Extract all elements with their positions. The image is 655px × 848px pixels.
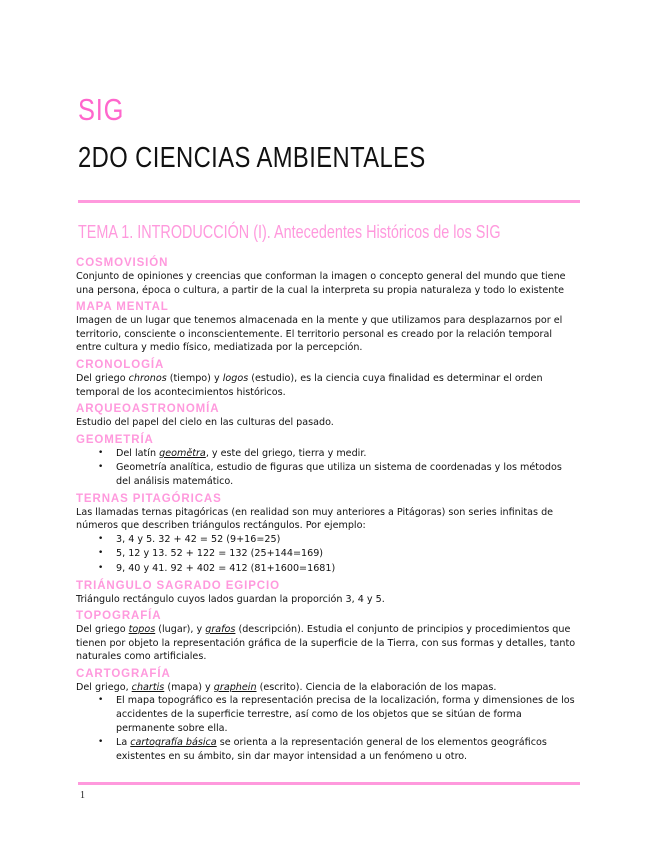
paragraph-arqueoastronomia: Estudio del papel del cielo en las culturas del pasado. — [76, 417, 334, 429]
term-logos: logos — [222, 372, 249, 384]
document-title: SIG — [78, 92, 125, 127]
footer-divider — [78, 782, 580, 785]
heading-topografia: TOPOGRAFÍA — [76, 610, 162, 623]
heading-arqueoastronomia: ARQUEOASTRONOMÍA — [76, 403, 220, 416]
document-body — [76, 256, 576, 766]
text-run: Del griego — [76, 624, 129, 636]
text-run: (descripción). Estudia el conjunto de principios y procedimientos que tienen por objeto la representación gráfica de la superficie de la Tierra, con sus formas y detalles, tanto naturales como artificiales. — [76, 624, 576, 663]
text-run: (tiempo) y — [166, 372, 223, 384]
list-item: • 9, 40 y 41. 92 + 402 = 412 (81+1600=1681) — [116, 562, 576, 576]
text-run: (escrito). Ciencia de la elaboración de los mapas. — [256, 681, 497, 693]
text-run: (lugar), y — [155, 624, 206, 636]
text-run: Del griego, — [76, 681, 132, 693]
heading-triangulo: TRIÁNGULO SAGRADO EGIPCIO — [76, 579, 280, 592]
list-cartografia — [76, 694, 576, 763]
heading-mapa-mental: MAPA MENTAL — [76, 301, 169, 314]
heading-geometria: GEOMETRÍA — [76, 433, 154, 446]
paragraph-triangulo: Triángulo rectángulo cuyos lados guardan la proporción 3, 4 y 5. — [76, 593, 385, 605]
term-chronos: chronos — [128, 372, 167, 384]
term-chartis: chartis — [131, 681, 165, 693]
list-ternas — [76, 533, 576, 576]
heading-cronologia: CRONOLOGÍA — [76, 358, 165, 371]
list-item: • 3, 4 y 5. 32 + 42 = 52 (9+16=25) — [116, 533, 576, 547]
heading-cartografia: CARTOGRAFÍA — [76, 667, 171, 680]
term-geometra: geomětra — [159, 447, 206, 459]
text-run: (mapa) y — [164, 681, 214, 693]
list-item: • Geometría analítica, estudio de figuras que utiliza un sistema de coordenadas y los métodos del análisis matemático. — [116, 461, 576, 488]
heading-ternas: TERNAS PITAGÓRICAS — [76, 492, 222, 505]
text-run: Del latín — [116, 447, 160, 459]
document-subtitle: 2DO CIENCIAS AMBIENTALES — [78, 142, 426, 174]
paragraph-ternas: Las llamadas ternas pitagóricas (en realidad son muy anteriores a Pitágoras) son series infinitas de números que describen triángulos rectángulos. Por ejemplo: — [76, 506, 554, 532]
paragraph-topografia — [76, 623, 576, 664]
list-item: • El mapa topográfico es la representación precisa de la localización, forma y dimensiones de los accidentes de la superficie terrestre, así como de los objetos que se sitúan de forma permanente sobre ella. — [116, 694, 576, 735]
text-run: Del griego — [76, 372, 129, 384]
paragraph-cronologia — [76, 372, 576, 399]
list-item — [116, 447, 576, 461]
term-graphein: graphein — [213, 681, 257, 693]
term-cartografia-basica: cartografía básica — [130, 737, 217, 749]
paragraph-cartografia — [76, 681, 576, 695]
heading-cosmovision: COSMOVISIÓN — [76, 257, 169, 269]
term-topos: topos — [128, 624, 156, 636]
paragraph-mapa-mental: Imagen de un lugar que tenemos almacenada en la mente y que utilizamos para desplazarnos por el territorio, consciente o inconscientemente. El territorio personal es creado por la relación temporal entre cultura y medio físico, mediatizada por la percepción. — [76, 315, 563, 354]
text-run: , y este del griego, tierra y medir. — [205, 447, 367, 459]
header-divider — [78, 200, 580, 203]
term-grafos: grafos — [205, 624, 236, 636]
list-geometria — [76, 447, 576, 489]
text-run: se orienta a la representación general de los elementos geográficos existentes en su ámbito, sin dar mayor intensidad a un fenómeno u otro. — [116, 737, 547, 762]
section-title: TEMA 1. INTRODUCCIÓN (I). Antecedentes Históricos de los SIG — [78, 222, 501, 242]
list-item — [116, 736, 576, 763]
paragraph-cosmovision: Conjunto de opiniones y creencias que conforman la imagen o concepto general del mundo que tiene una persona, época o cultura, a partir de la cual la interpreta su propia naturaleza y todo lo existente — [76, 271, 566, 296]
page-number: 1 — [80, 790, 85, 801]
list-item: • 5, 12 y 13. 52 + 122 = 132 (25+144=169) — [116, 547, 576, 561]
text-run: (estudio), es la ciencia cuya finalidad es determinar el orden temporal de los acontecimientos históricos. — [76, 372, 543, 398]
text-run: La — [116, 737, 131, 749]
